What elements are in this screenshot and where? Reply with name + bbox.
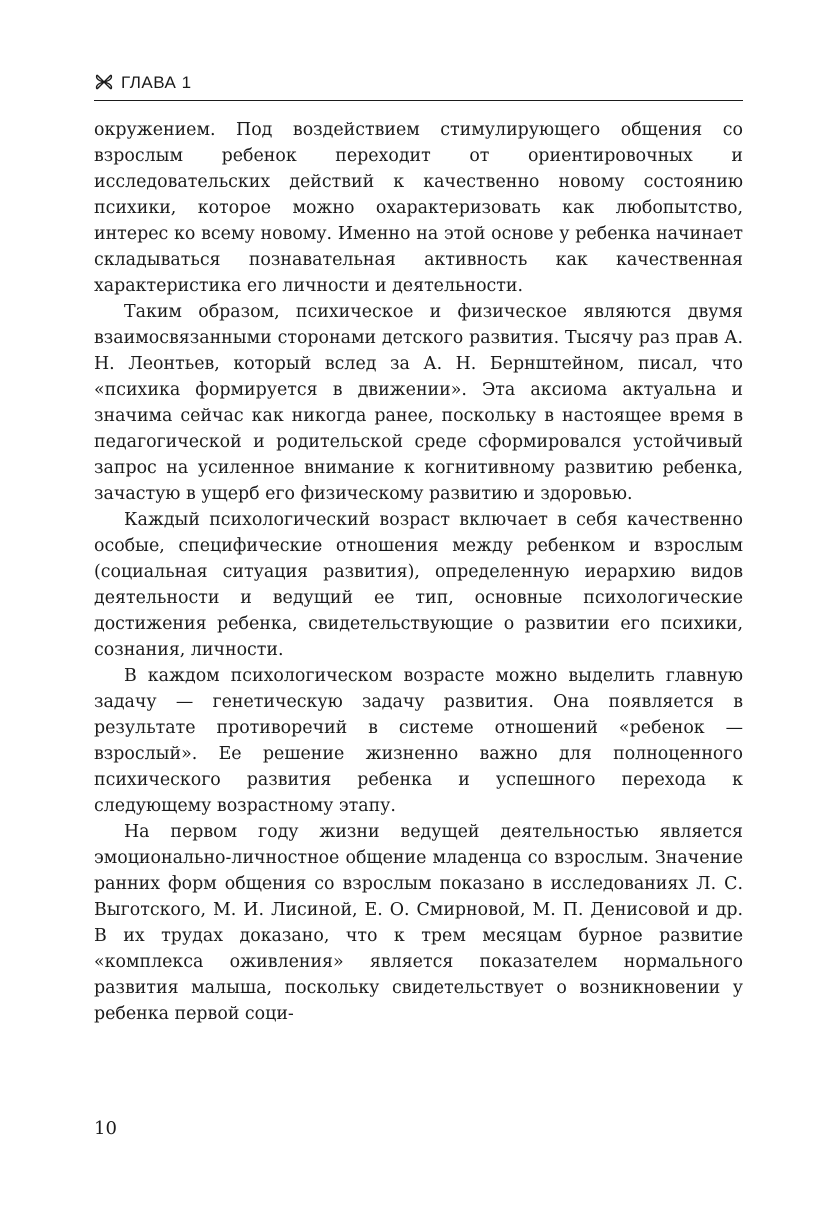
page-number: 10 bbox=[94, 1118, 117, 1139]
paragraph: Таким образом, психическое и физическое являются двумя взаимосвязанными сторонами детского развития. Тысячу раз прав А. Н. Леонтьев, который вслед за А. Н. Бернштейном, писал, что «психика формируется в движении». Эта аксиома актуальна и значима сейчас как никогда ранее, поскольку в настоящее время в педагогической и родительской среде сформировался устойчивый запрос на усиленное внимание к когнитивному развитию ребенка, зачастую в ущерб его физическому развитию и здоровью. bbox=[94, 302, 743, 504]
body-text bbox=[94, 117, 743, 1027]
decorative-knot-icon bbox=[94, 72, 114, 92]
paragraph: В каждом психологическом возрасте можно выделить главную задачу — генетическую задачу развития. Она появляется в результате противоречий в системе отношений «ребенок — взрослый». Ее решение жизненно важно для полноценного психического развития ребенка и успешного перехода к следующему возрастному этапу. bbox=[94, 666, 743, 816]
chapter-title: ГЛАВА 1 bbox=[121, 73, 192, 92]
running-header bbox=[94, 72, 743, 101]
paragraph-continued: окружением. Под воздействием стимулирующего общения со взрослым ребенок переходит от ориентировочных и исследовательских действий к качественно новому состоянию психики, которое можно охарактеризовать как любопытство, интерес ко всему новому. Именно на этой основе у ребенка начинает складываться познавательная активность как качественная характеристика его личности и деятельности. bbox=[94, 120, 743, 296]
paragraph: Каждый психологический возраст включает в себя качественно особые, специфические отношения между ребенком и взрослым (социальная ситуация развития), определенную иерархию видов деятельности и ведущий ее тип, основные психологические достижения ребенка, свидетельствующие о развитии его психики, сознания, личности. bbox=[94, 510, 743, 660]
paragraph: На первом году жизни ведущей деятельностью является эмоционально-личностное общение младенца со взрослым. Значение ранних форм общения со взрослым показано в исследованиях Л. С. Выготского, М. И. Лисиной, Е. О. Смирновой, М. П. Денисовой и др. В их трудах доказано, что к трем месяцам бурное развитие «комплекса оживления» является показателем нормального развития малыша, поскольку свидетельствует о возникновении у ребенка первой соци- bbox=[94, 822, 743, 1024]
